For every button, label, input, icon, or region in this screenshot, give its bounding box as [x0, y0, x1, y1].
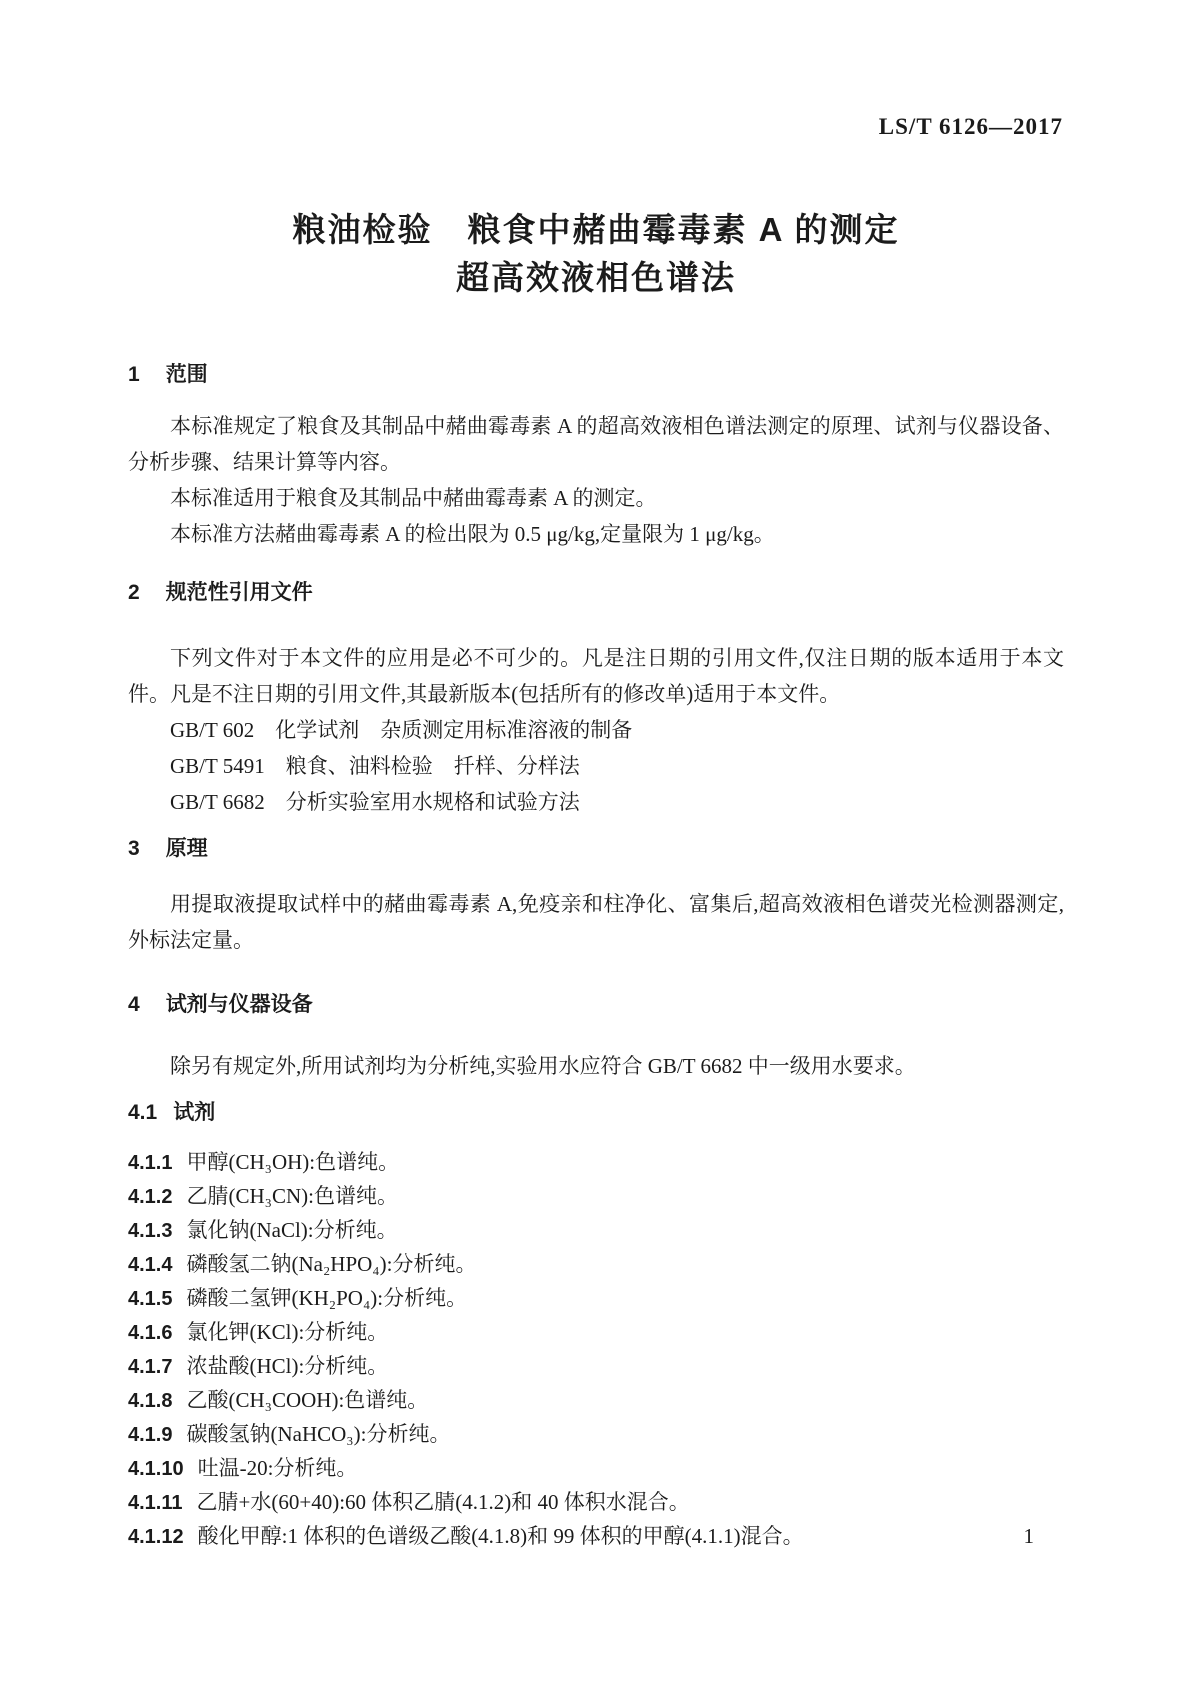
section-scope-body [128, 408, 1064, 552]
paragraph: 本标准方法赭曲霉毒素 A 的检出限为 0.5 μg/kg,定量限为 1 μg/kg。 [170, 522, 775, 546]
section-principle-body [128, 886, 1064, 958]
reagent-item [128, 1214, 1064, 1248]
section-scope [128, 360, 1064, 552]
reference-item: GB/T 5491 粮食、油料检验 扦样、分样法 [170, 754, 580, 778]
reference-item: GB/T 602 化学试剂 杂质测定用标准溶液的制备 [170, 718, 633, 742]
section-scope-heading [128, 360, 1064, 390]
reagent-item-text: 酸化甲醇:1 体积的色谱级乙酸(4.1.8)和 99 体积的甲醇(4.1.1)混合。 [197, 1524, 804, 1548]
reagent-item-text: 浓盐酸(HCl):分析纯。 [186, 1354, 389, 1378]
section-reagents-number: 4 [128, 993, 140, 1016]
reagent-item [128, 1452, 1064, 1486]
reagent-item [128, 1350, 1064, 1384]
reagent-item-text: 乙腈+水(60+40):60 体积乙腈(4.1.2)和 40 体积水混合。 [196, 1490, 690, 1514]
reagent-item-text: 氯化钾(KCl):分析纯。 [186, 1320, 389, 1344]
section-principle-number: 3 [128, 837, 140, 860]
reagent-item [128, 1520, 1064, 1554]
subsection-reagents-title: 试剂 [173, 1101, 216, 1124]
reagent-list [128, 1146, 1064, 1554]
reagent-item-number: 4.1.9 [128, 1424, 173, 1446]
reagent-item [128, 1248, 1064, 1282]
reagent-item-text: 乙酸(CH₃COOH):色谱纯。 [186, 1388, 429, 1412]
section-references-heading [128, 578, 1064, 608]
paragraph: 下列文件对于本文件的应用是必不可少的。凡是注日期的引用文件,仅注日期的版本适用于本文件。凡是不注日期的引用文件,其最新版本(包括所有的修改单)适用于本文件。 [128, 646, 1064, 706]
reagent-item-number: 4.1.8 [128, 1390, 173, 1412]
reagent-item-text: 甲醇(CH₃OH):色谱纯。 [186, 1150, 400, 1174]
paragraph: 除另有规定外,所用试剂均为分析纯,实验用水应符合 GB/T 6682 中一级用水要求。 [170, 1054, 916, 1078]
document-title-line1: 粮油检验 粮食中赭曲霉毒素 A 的测定 [292, 211, 900, 248]
reagent-item-number: 4.1.3 [128, 1220, 173, 1242]
section-normative-references [128, 578, 1064, 820]
section-references-title: 规范性引用文件 [165, 581, 313, 604]
section-reagents-body [128, 1048, 1064, 1084]
paragraph: 用提取液提取试样中的赭曲霉毒素 A,免疫亲和柱净化、富集后,超高效液相色谱荧光检测器测定,外标法定量。 [128, 892, 1064, 952]
document-title [128, 206, 1064, 302]
section-principle [128, 834, 1064, 958]
section-principle-title: 原理 [165, 837, 208, 860]
section-references-number: 2 [128, 581, 140, 604]
page-number: 1 [1023, 1524, 1034, 1548]
section-references-body [128, 640, 1064, 820]
section-reagents-heading [128, 990, 1064, 1020]
reagent-item-number: 4.1.10 [128, 1458, 184, 1480]
reagent-item-text: 氯化钠(NaCl):分析纯。 [186, 1218, 398, 1242]
reagent-item-number: 4.1.6 [128, 1322, 173, 1344]
paragraph: 本标准规定了粮食及其制品中赭曲霉毒素 A 的超高效液相色谱法测定的原理、试剂与仪器设备、分析步骤、结果计算等内容。 [128, 414, 1064, 474]
section-principle-heading [128, 834, 1064, 864]
reagent-item-number: 4.1.12 [128, 1526, 184, 1548]
subsection-reagents-number: 4.1 [128, 1101, 158, 1124]
standard-number: LS/T 6126—2017 [878, 114, 1063, 139]
reagent-item [128, 1282, 1064, 1316]
reagent-item-number: 4.1.7 [128, 1356, 173, 1378]
reference-item: GB/T 6682 分析实验室用水规格和试验方法 [170, 790, 580, 814]
section-reagents-equipment [128, 990, 1064, 1084]
reagent-item-number: 4.1.4 [128, 1254, 173, 1276]
reagent-item [128, 1180, 1064, 1214]
reagent-item [128, 1486, 1064, 1520]
reagent-item-text: 乙腈(CH₃CN):色谱纯。 [186, 1184, 398, 1208]
reagent-item [128, 1384, 1064, 1418]
reagent-item-number: 4.1.11 [128, 1492, 183, 1514]
reagent-item [128, 1146, 1064, 1180]
paragraph: 本标准适用于粮食及其制品中赭曲霉毒素 A 的测定。 [170, 486, 657, 510]
subsection-reagents [128, 1098, 1064, 1554]
reagent-item-number: 4.1.2 [128, 1186, 173, 1208]
reagent-item-text: 吐温-20:分析纯。 [197, 1456, 358, 1480]
reagent-item [128, 1418, 1064, 1452]
reagent-item-text: 磷酸氢二钠(Na₂HPO₄):分析纯。 [186, 1252, 477, 1276]
reagent-item-text: 磷酸二氢钾(KH₂PO₄):分析纯。 [186, 1286, 468, 1310]
reagent-item-number: 4.1.5 [128, 1288, 173, 1310]
document-title-line2: 超高效液相色谱法 [456, 259, 736, 296]
reagent-item [128, 1316, 1064, 1350]
reagent-item-number: 4.1.1 [128, 1152, 173, 1174]
section-scope-number: 1 [128, 363, 140, 386]
section-reagents-title: 试剂与仪器设备 [165, 993, 313, 1016]
reagent-item-text: 碳酸氢钠(NaHCO₃):分析纯。 [186, 1422, 451, 1446]
subsection-reagents-heading [128, 1098, 1064, 1128]
section-scope-title: 范围 [165, 363, 208, 386]
